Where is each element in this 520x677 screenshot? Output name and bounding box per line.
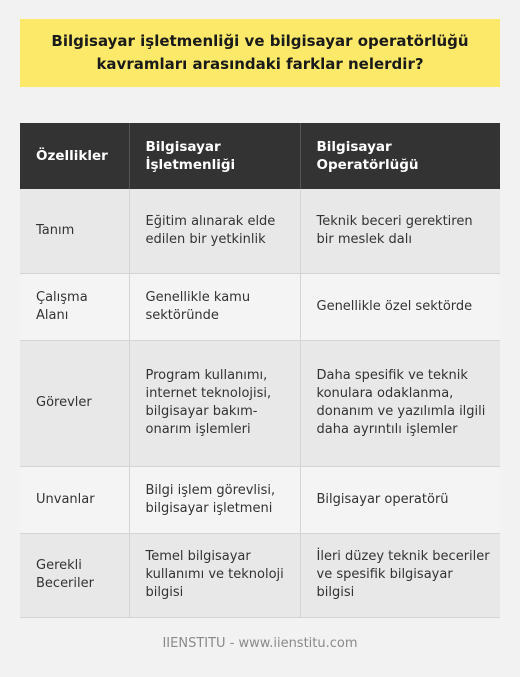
row-label: Tanım	[20, 189, 129, 273]
footer-credit: IIENSTITU - www.iienstitu.com	[162, 636, 358, 651]
row-label: Gerekli Beceriler	[20, 533, 129, 617]
table-row	[20, 340, 500, 466]
header-features: Özellikler	[20, 123, 129, 189]
header-computer-operator: Bilgisayar Operatörlüğü	[300, 123, 500, 189]
table-header-row	[20, 123, 500, 189]
row-label: Görevler	[20, 340, 129, 466]
cell-operator: Teknik beceri gerektiren bir meslek dalı	[300, 189, 500, 273]
table-row	[20, 533, 500, 617]
table-row	[20, 466, 500, 533]
title-banner	[20, 19, 500, 87]
cell-operator: Bilgisayar operatörü	[300, 466, 500, 533]
table-row	[20, 189, 500, 273]
cell-operation: Program kullanımı, internet teknolojisi, bilgisayar bakım-onarım işlemleri	[129, 340, 300, 466]
cell-operator: Daha spesifik ve teknik konulara odaklanma, donanım ve yazılımla ilgili daha ayrıntılı işlemler	[300, 340, 500, 466]
table-row	[20, 273, 500, 340]
page-title: Bilgisayar işletmenliği ve bilgisayar operatörlüğü kavramları arasındaki farklar nelerdir?	[51, 32, 469, 73]
header-computer-operation: Bilgisayar İşletmenliği	[129, 123, 300, 189]
cell-operation: Temel bilgisayar kullanımı ve teknoloji bilgisi	[129, 533, 300, 617]
cell-operation: Eğitim alınarak elde edilen bir yetkinlik	[129, 189, 300, 273]
cell-operator: İleri düzey teknik beceriler ve spesifik bilgisayar bilgisi	[300, 533, 500, 617]
cell-operator: Genellikle özel sektörde	[300, 273, 500, 340]
cell-operation: Genellikle kamu sektöründe	[129, 273, 300, 340]
row-label: Çalışma Alanı	[20, 273, 129, 340]
row-label: Unvanlar	[20, 466, 129, 533]
comparison-table	[20, 123, 500, 618]
cell-operation: Bilgi işlem görevlisi, bilgisayar işletmeni	[129, 466, 300, 533]
